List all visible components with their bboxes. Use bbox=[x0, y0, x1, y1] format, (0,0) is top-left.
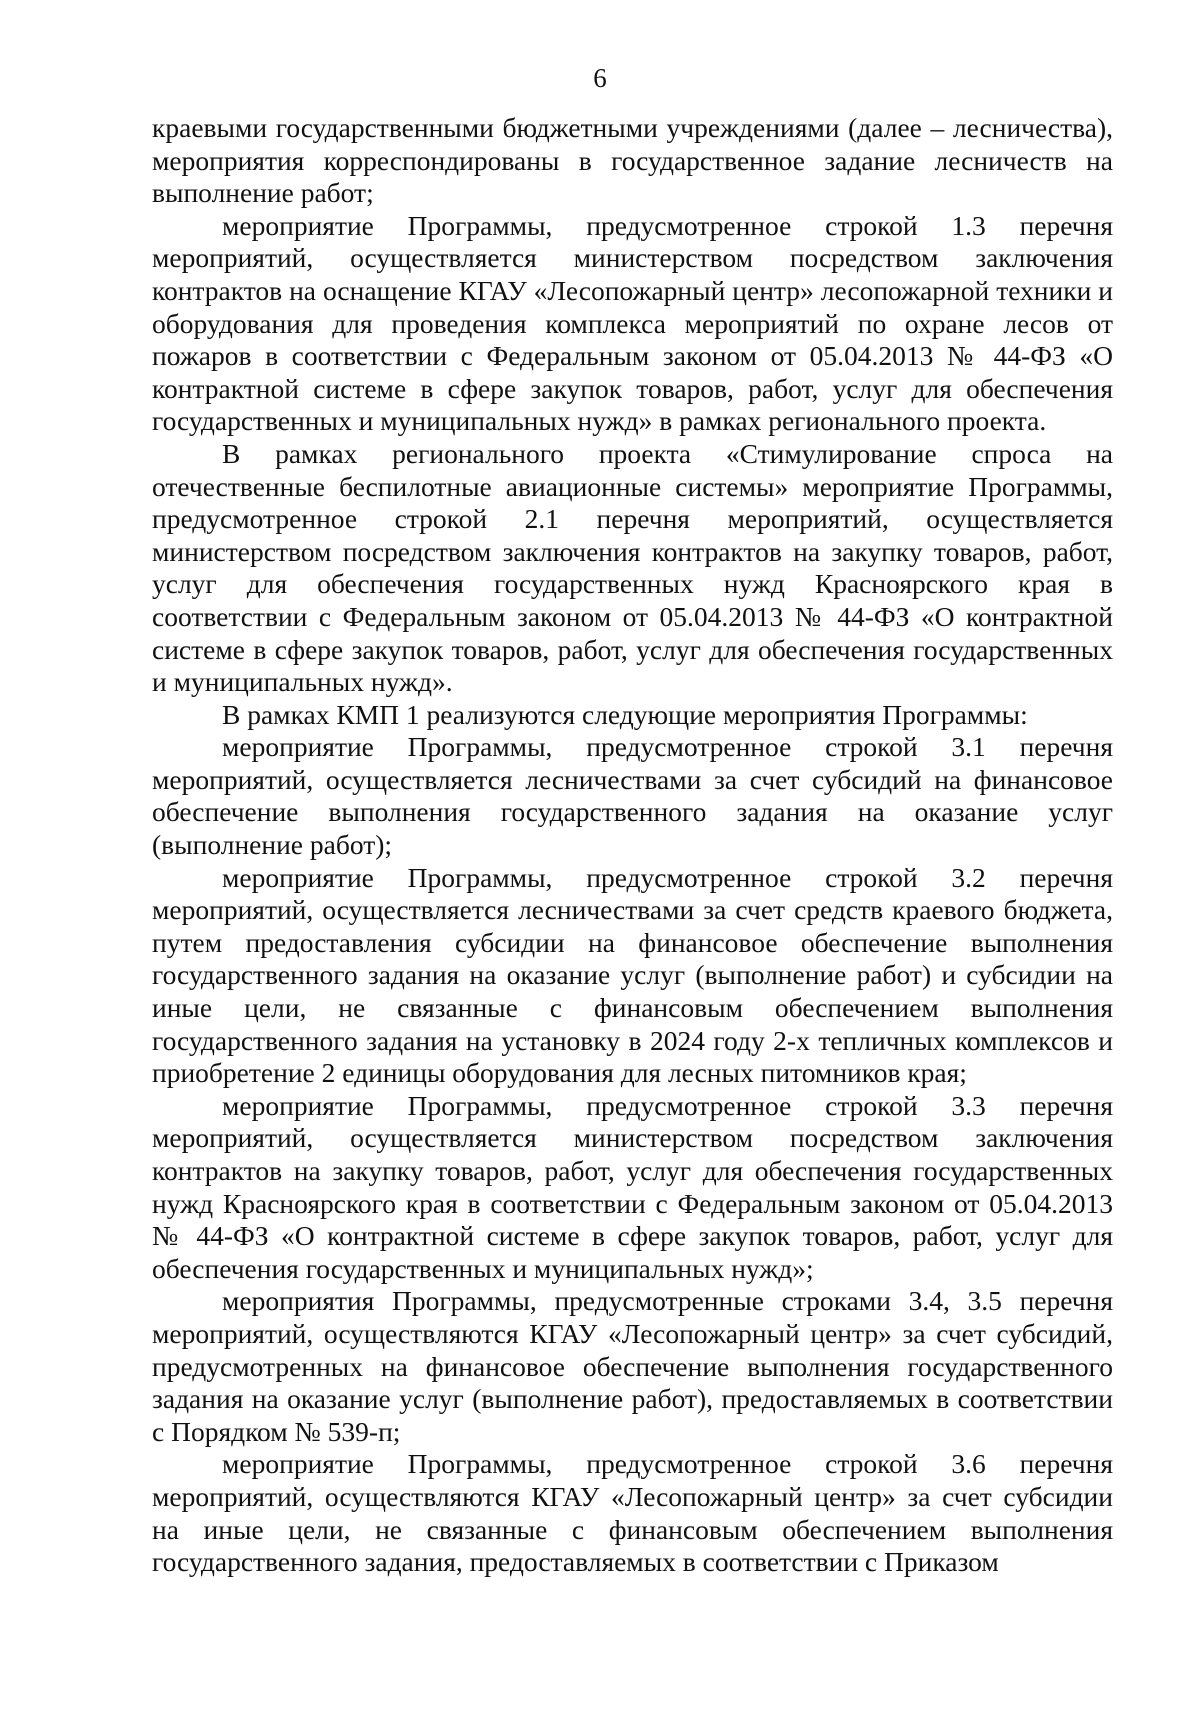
paragraph-1: краевыми государственными бюджетными учреждениями (далее – лесничества), мероприятия корреспондированы в государственное задание лесничеств на выполнение работ; bbox=[152, 112, 1113, 209]
paragraph-3: В рамках регионального проекта «Стимулирование спроса на отечественные беспилотные авиационные системы» мероприятие Программы, предусмотренное строкой 2.1 перечня мероприятий, осуществляется министерством посредством заключения контрактов на закупку товаров, работ, услуг для обеспечения государственных нужд Красноярского края в соответствии с Федеральным законом от 05.04.2013 № 44-ФЗ «О контрактной системе в сфере закупок товаров, работ, услуг для обеспечения государственных и муниципальных нужд». bbox=[152, 437, 1113, 698]
page-number: 6 bbox=[593, 63, 607, 93]
paragraph-5: мероприятие Программы, предусмотренное строкой 3.1 перечня мероприятий, осуществляется лесничествами за счет субсидий на финансовое обеспечение выполнения государственного задания на оказание услуг (выполнение работ); bbox=[152, 731, 1113, 861]
paragraph-8: мероприятия Программы, предусмотренные строками 3.4, 3.5 перечня мероприятий, осуществляются КГАУ «Лесопожарный центр» за счет субсидий, предусмотренных на финансовое обеспечение выполнения государственного задания на оказание услуг (выполнение работ), предоставляемых в соответствии с Порядком № 539-п; bbox=[152, 1285, 1113, 1447]
paragraph-9: мероприятие Программы, предусмотренное строкой 3.6 перечня мероприятий, осуществляются КГАУ «Лесопожарный центр» за счет субсидии на иные цели, не связанные с финансовым обеспечением выполнения государственного задания, предоставляемых в соответствии с Приказом bbox=[152, 1448, 1113, 1578]
paragraph-4: В рамках КМП 1 реализуются следующие мероприятия Программы: bbox=[222, 698, 1028, 730]
paragraph-2: мероприятие Программы, предусмотренное строкой 1.3 перечня мероприятий, осуществляется министерством посредством заключения контрактов на оснащение КГАУ «Лесопожарный центр» лесопожарной техники и оборудования для проведения комплекса мероприятий по охране лесов от пожаров в соответствии с Федеральным законом от 05.04.2013 № 44-ФЗ «О контрактной системе в сфере закупок товаров, работ, услуг для обеспечения государственных и муниципальных нужд» в рамках регионального проекта. bbox=[152, 209, 1113, 437]
document-body bbox=[152, 112, 1113, 1579]
paragraph-7: мероприятие Программы, предусмотренное строкой 3.3 перечня мероприятий, осуществляется министерством посредством заключения контрактов на закупку товаров, работ, услуг для обеспечения государственных нужд Красноярского края в соответствии с Федеральным законом от 05.04.2013 № 44-ФЗ «О контрактной системе в сфере закупок товаров, работ, услуг для обеспечения государственных и муниципальных нужд»; bbox=[152, 1089, 1113, 1284]
paragraph-6: мероприятие Программы, предусмотренное строкой 3.2 перечня мероприятий, осуществляется лесничествами за счет средств краевого бюджета, путем предоставления субсидии на финансовое обеспечение выполнения государственного задания на оказание услуг (выполнение работ) и субсидии на иные цели, не связанные с финансовым обеспечением выполнения государственного задания на установку в 2024 году 2-х тепличных комплексов и приобретение 2 единицы оборудования для лесных питомников края; bbox=[152, 861, 1113, 1089]
